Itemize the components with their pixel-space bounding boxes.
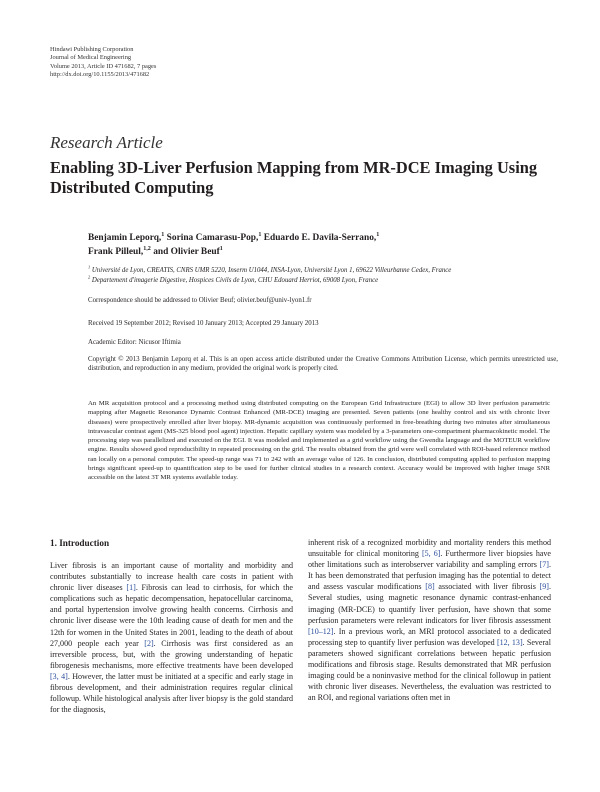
body-column-right: inherent risk of a recognized morbidity and mortality renders this method unsuitable for clinical monitoring [5, 6]. Furthermore liver biopsies have other limitations such as interobserver variability and sampling errors [7]. It has been demonstrated that perfusion imaging has the potential to detect and assess vascular modifications [8] associated with liver fibrosis [9]. Several studies, using magnetic resonance dynamic contrast-enhanced imaging (MR-DCE) to quantify liver perfusion, have shown that some perfusion parameters were relevant indicators for liver fibrosis assessment [10–12]. In a previous work, an MRI protocol associated to a dedicated processing step to quantify liver perfusion was developed [12, 13]. Several parameters showed significant correlations between hepatic perfusion modifications and fibrosis stage. Results demonstrated that MR perfusion imaging could be a noninvasive method for the clinical followup in patient with chronic liver diseases. Nevertheless, the evaluation was restricted to an ROI, and regional variations often met in [308, 538, 552, 703]
journal-header [50, 46, 156, 79]
citation-link[interactable]: [8] [425, 582, 435, 592]
author-name: Eduardo E. Davila-Serrano, [261, 233, 377, 243]
journal-name: Journal of Medical Engineering [50, 54, 132, 62]
body-column-left: Liver fibrosis is an important cause of mortality and morbidity and contributes substantially to increase health care costs in patient with chronic liver diseases [1]. Fibrosis can lead to cirrhosis, for which the complications such as hepatic decompensation, hepatocellular carcinoma, and portal hypertension involve growing health concerns. Cirrhosis and chronic liver disease were the 10th leading cause of death for men and the 12th for women in the United States in 2001, leading to the death of about 27,000 people each year [2]. Cirrhosis was first considered as an irreversible process, but, with the growing understanding of hepatic fibrogenesis mechanisms, more effective treatments have been developed [3, 4]. However, the latter must be initiated at a specific and early stage in fibrous development, and their administration requires regular clinical followup. While histological analysis after liver biopsy is the gold standard for the diagnosis, [50, 561, 293, 715]
journal-volume: Volume 2013, Article ID 471682, 7 pages [50, 62, 157, 70]
author-name: Sorina Camarasu-Pop, [164, 233, 259, 243]
citation-link[interactable]: [10–12] [308, 626, 334, 636]
copyright-notice: Copyright © 2013 Benjamin Leporq et al. This is an open access article distributed under the Creative Commons Attribution License, which permits unrestricted use, distribution, and reproduction in any medium, provided the original work is properly cited. [88, 356, 558, 372]
publisher: Hindawi Publishing Corporation [50, 46, 134, 53]
author-affil-mark: 1 [161, 231, 165, 238]
journal-doi[interactable]: http://dx.doi.org/10.1155/2013/471682 [50, 70, 150, 78]
affiliations [88, 266, 558, 286]
author-name: and Olivier Beuf [150, 246, 220, 257]
citation-link[interactable]: [7] [539, 560, 549, 570]
affiliation-1: $^1$ Université de Lyon, CREATIS, CNRS UMR 5220, Inserm U1044, INSA-Lyon, Université Lyon 1, 69622 Villeurbanne Cedex, France [88, 264, 452, 274]
citation-link[interactable]: [2] [144, 638, 154, 648]
author-name: Benjamin Leporq, [88, 233, 162, 243]
author-affil-mark: 1 [376, 231, 380, 238]
article-title: Enabling 3D-Liver Perfusion Mapping from MR-DCE Imaging Using Distributed Computing [50, 158, 538, 197]
author-affil-mark: 1,2 [143, 245, 151, 252]
citation-link[interactable]: [5, 6] [421, 549, 441, 559]
correspondence: Correspondence should be addressed to Olivier Beuf; olivier.beuf@univ-lyon1.fr [88, 297, 312, 304]
citation-link[interactable]: [9] [539, 582, 549, 592]
article-dates: Received 19 September 2012; Revised 10 January 2013; Accepted 29 January 2013 [88, 320, 319, 327]
citation-link[interactable]: [3, 4] [50, 671, 68, 681]
author-list [88, 232, 548, 259]
academic-editor: Academic Editor: Nicusor Iftimia [88, 339, 181, 346]
author-affil-mark: 1 [219, 245, 223, 252]
affiliation-2: $^2$ Departement d'imagerie Digestive, Hospices Civils de Lyon, CHU Edouard Herriot, 69008 Lyon, France [88, 274, 379, 284]
abstract: An MR acquisition protocol and a processing method using distributed computing on the European Grid Infrastructure (EGI) to allow 3D liver perfusion parametric mapping after Magnetic Resonance Dynamic Contrast Enhanced (MR-DCE) imaging are presented. Seven patients (one healthy control and six with chronic liver diseases) were prospectively enrolled after liver biopsy. MR-dynamic acquisition was continuously performed in free-breathing during two minutes after simultaneous intravascular contrast agent (MS-325 blood pool agent) injection. Hepatic capillary system was modeled by a 3-parameters one-compartment pharmacokinetic model. The processing step was parallelized and executed on the EGI. It was modeled and implemented as a grid workflow using the Gwendia language and the MOTEUR workflow engine. Results showed good reproducibility in repeated processing on the grid. The results obtained from the grid were well correlated with ROI-based reference method ran locally on a personal computer. The speed-up range was 71 to 242 with an average value of 126. In conclusion, distributed computing applied to perfusion mapping brings significant speed-up to quantification step to be used for further clinical studies in a research context. Accuracy would be improved with higher image SNR accessible on the latest 3T MR systems available today. [88, 400, 550, 481]
author-name: Frank Pilleul, [88, 246, 144, 257]
citation-link[interactable]: [12, 13] [496, 637, 523, 647]
article-type: Research Article [50, 133, 163, 152]
citation-link[interactable]: [1] [126, 583, 136, 593]
author-affil-mark: 1 [258, 231, 262, 238]
section-heading: 1. Introduction [50, 538, 110, 548]
